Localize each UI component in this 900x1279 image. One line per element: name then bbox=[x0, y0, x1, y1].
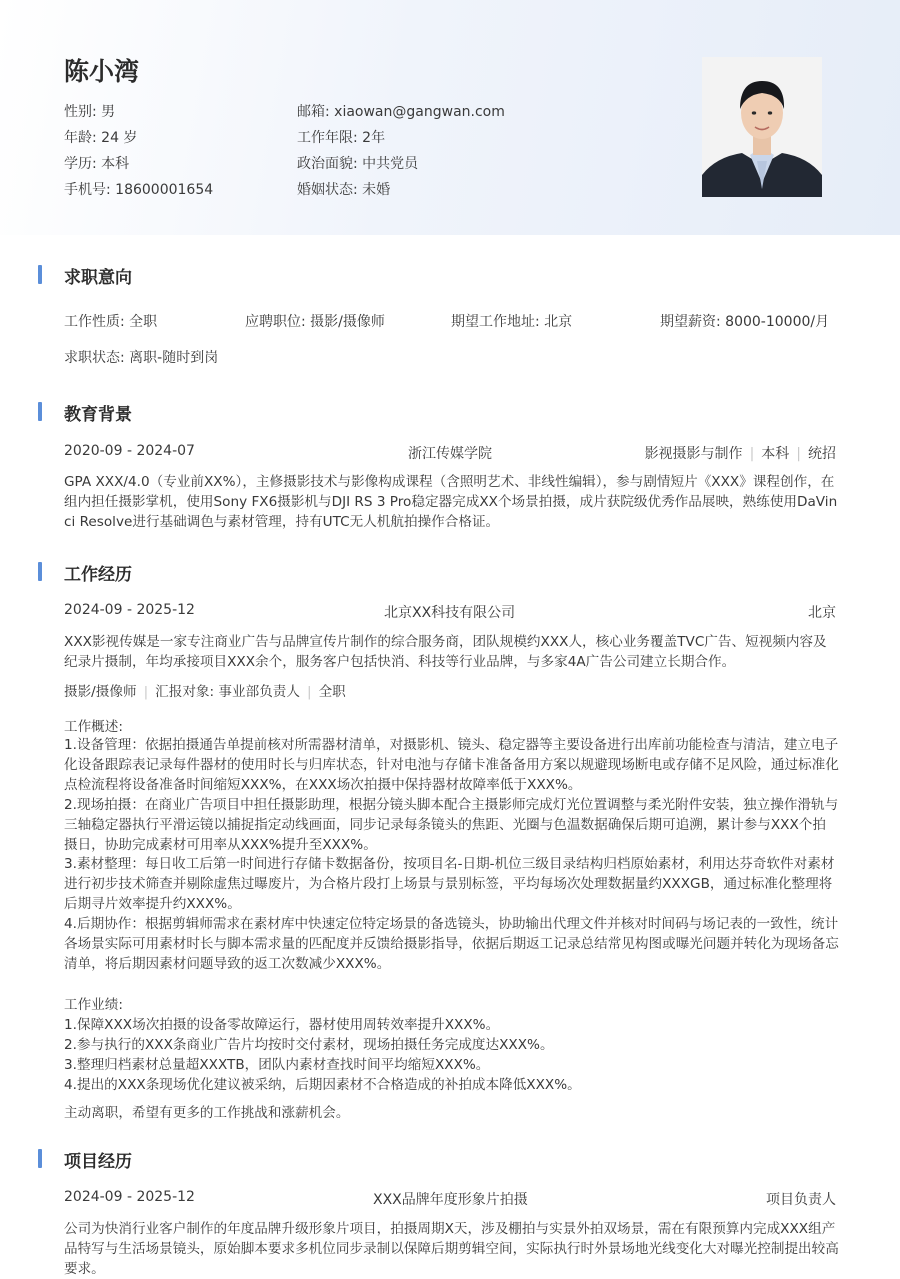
company-description: XXX影视传媒是一家专注商业广告与品牌宣传片制作的综合服务商，团队规模约XXX人，核心业务覆盖TVC广告、短视频内容及纪录片摄制，年均承接项目XXX余个，服务客户包括快消、科技等行业品牌，与多家4A广告公司建立长期合作。 bbox=[64, 634, 827, 670]
achievement-item: 1.保障XXX场次拍摄的设备零故障运行，器材使用周转效率提升XXX%。 bbox=[64, 1017, 500, 1033]
intent-position: 应聘职位: 摄影/摄像师 bbox=[245, 314, 385, 330]
achievement-item: 2.参与执行的XXX条商业广告片均按时交付素材，现场拍摄任务完成度达XXX%。 bbox=[64, 1037, 554, 1053]
section-title-work: 工作经历 bbox=[64, 565, 132, 585]
work-type: 全职 bbox=[318, 684, 346, 700]
work-company: 北京XX科技有限公司 bbox=[384, 605, 516, 621]
age-field: 年龄: 24 岁 bbox=[64, 130, 138, 146]
email-field: 邮箱: xiaowan@gangwan.com bbox=[297, 104, 505, 120]
section-title-project: 项目经历 bbox=[64, 1152, 132, 1172]
section-marker bbox=[38, 562, 42, 581]
intent-salary: 期望薪资: 8000-10000/月 bbox=[660, 314, 830, 330]
project-date: 2024-09 - 2025-12 bbox=[64, 1189, 195, 1205]
work-tags: 摄影/摄像师 | 汇报对象: 事业部负责人 | 全职 bbox=[64, 684, 346, 700]
political-field: 政治面貌: 中共党员 bbox=[297, 156, 419, 172]
education-field: 学历: 本科 bbox=[64, 156, 130, 172]
education-mode: 统招 bbox=[808, 446, 836, 462]
intent-location: 期望工作地址: 北京 bbox=[451, 314, 573, 330]
duty-item: 2.现场拍摄：在商业广告项目中担任摄影助理，根据分镜头脚本配合主摄影师完成灯光位置调整与柔光附件安装，独立操作滑轨与三轴稳定器执行平滑运镜以捕捉指定动线画面，同步记录每条镜头的焦距、光圈与色温数据确保后期可追溯，累计参与XXX个拍摄日，协助完成素材可用率从XXX%提升至XXX%。 bbox=[64, 797, 839, 853]
work-years-field: 工作年限: 2年 bbox=[297, 130, 386, 146]
leave-reason: 主动离职，希望有更多的工作挑战和涨薪机会。 bbox=[64, 1105, 350, 1121]
work-role: 摄影/摄像师 bbox=[64, 684, 137, 700]
section-title-intent: 求职意向 bbox=[64, 268, 132, 288]
section-title-education: 教育背景 bbox=[64, 405, 132, 425]
project-role: 项目负责人 bbox=[766, 1192, 836, 1208]
intent-type: 工作性质: 全职 bbox=[64, 314, 158, 330]
work-report: 汇报对象: 事业部负责人 bbox=[155, 684, 300, 700]
work-city: 北京 bbox=[808, 605, 836, 621]
candidate-name: 陈小湾 bbox=[64, 57, 140, 86]
education-school: 浙江传媒学院 bbox=[408, 446, 492, 462]
achievement-item: 4.提出的XXX条现场优化建议被采纳，后期因素材不合格造成的补拍成本降低XXX%。 bbox=[64, 1077, 581, 1093]
duty-item: 4.后期协作：根据剪辑师需求在素材库中快速定位特定场景的备选镜头，协助输出代理文件并核对时间码与场记表的一致性，统计各场景实际可用素材时长与脚本需求量的匹配度并反馈给摄影指导，依据后期返工记录总结常见构图或曝光问题并转化为现场备忘清单，将后期因素材问题导致的返工次数减少XXX%。 bbox=[64, 916, 839, 972]
project-name: XXX品牌年度形象片拍摄 bbox=[373, 1192, 528, 1208]
marital-field: 婚姻状态: 未婚 bbox=[297, 182, 391, 198]
duty-item: 1.设备管理：依据拍摄通告单提前核对所需器材清单，对摄影机、镜头、稳定器等主要设备进行出库前功能检查与清洁，建立电子化设备跟踪表记录每件器材的使用时长与归库状态，针对电池与存储卡准备备用方案以规避现场断电或存储不足风险，通过标准化点检流程将设备准备时间缩短XXX%，在XXX场次拍摄中保持器材故障率低于XXX%。 bbox=[64, 737, 839, 793]
intent-status: 求职状态: 离职-随时到岗 bbox=[64, 350, 219, 366]
education-degree: 本科 bbox=[761, 446, 790, 462]
section-marker bbox=[38, 402, 42, 421]
phone-field: 手机号: 18600001654 bbox=[64, 182, 214, 198]
gender-field: 性别: 男 bbox=[64, 104, 116, 120]
achievements-label: 工作业绩: bbox=[64, 997, 123, 1013]
overview-label: 工作概述: bbox=[64, 719, 123, 735]
section-marker bbox=[38, 265, 42, 284]
work-date: 2024-09 - 2025-12 bbox=[64, 602, 195, 618]
education-date: 2020-09 - 2024-07 bbox=[64, 443, 195, 459]
duty-item: 3.素材整理：每日收工后第一时间进行存储卡数据备份，按项目名-日期-机位三级目录结构归档原始素材，利用达芬奇软件对素材进行初步技术筛查并剔除虚焦过曝废片，为合格片段打上场景与景别标签，平均每场次处理数据量约XXXGB，通过标准化整理将后期寻片效率提升约XXX%。 bbox=[64, 856, 835, 912]
profile-photo bbox=[702, 57, 822, 197]
project-description: 公司为快消行业客户制作的年度品牌升级形象片项目，拍摄周期X天，涉及棚拍与实景外拍双场景，需在有限预算内完成XXX组产品特写与生活场景镜头，原始脚本要求多机位同步录制以保障后期剪辑空间，实际执行时外景场地光线变化大对曝光控制提出较高要求。 bbox=[64, 1221, 839, 1277]
achievement-item: 3.整理归档素材总量超XXXTB，团队内素材查找时间平均缩短XXX%。 bbox=[64, 1057, 490, 1073]
section-marker bbox=[38, 1149, 42, 1168]
education-description: GPA XXX/4.0（专业前XX%），主修摄影技术与影像构成课程（含照明艺术、非线性编辑），参与剧情短片《XXX》课程创作，在组内担任摄影掌机，使用Sony FX6摄影机与DJI RS 3 Pro稳定器完成XX个场景拍摄，成片获院级优秀作品展映，熟练使用DaVinci Resolve进行基础调色与素材管理，持有UTC无人机航拍操作合格证。 bbox=[64, 474, 838, 530]
education-meta: 影视摄影与制作 | 本科 | 统招 bbox=[644, 446, 836, 462]
education-major: 影视摄影与制作 bbox=[644, 446, 743, 462]
